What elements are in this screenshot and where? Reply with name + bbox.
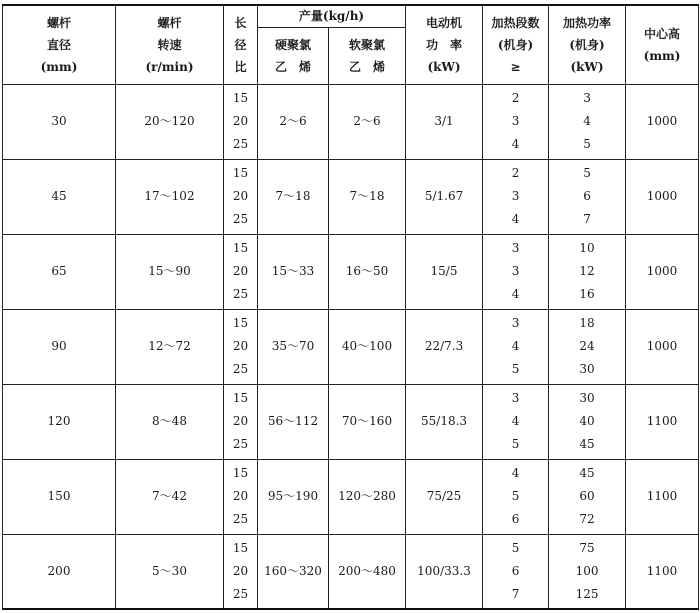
cell-motor-power: 55/18.3 (406, 384, 483, 459)
header-hard-pvc: 硬聚氯 乙 烯 (258, 27, 329, 84)
cell-heating-zones: 2 3 4 (483, 159, 549, 234)
cell-motor-power: 22/7.3 (406, 309, 483, 384)
extruder-spec-table (2, 4, 699, 610)
cell-speed: 12～72 (116, 309, 224, 384)
cell-soft-pvc-output: 120～280 (329, 459, 406, 534)
cell-heating-power: 3 4 5 (549, 84, 626, 159)
cell-ld-ratio: 15 20 25 (224, 159, 258, 234)
cell-center-height: 1000 (626, 309, 699, 384)
cell-heating-zones: 3 4 5 (483, 384, 549, 459)
cell-ld-ratio: 15 20 25 (224, 234, 258, 309)
cell-heating-zones: 4 5 6 (483, 459, 549, 534)
cell-hard-pvc-output: 160～320 (258, 534, 329, 609)
cell-diameter: 90 (3, 309, 116, 384)
cell-center-height: 1100 (626, 459, 699, 534)
cell-soft-pvc-output: 2～6 (329, 84, 406, 159)
cell-diameter: 200 (3, 534, 116, 609)
cell-motor-power: 100/33.3 (406, 534, 483, 609)
table-body (3, 84, 699, 609)
cell-speed: 20～120 (116, 84, 224, 159)
table-row (3, 534, 699, 609)
cell-center-height: 1000 (626, 234, 699, 309)
cell-speed: 7～42 (116, 459, 224, 534)
cell-diameter: 45 (3, 159, 116, 234)
table-row (3, 234, 699, 309)
cell-soft-pvc-output: 7～18 (329, 159, 406, 234)
table-row (3, 459, 699, 534)
header-diameter: 螺杆 直径 (mm) (3, 5, 116, 84)
cell-diameter: 65 (3, 234, 116, 309)
header-center-height: 中心高 (mm) (626, 5, 699, 84)
cell-motor-power: 5/1.67 (406, 159, 483, 234)
cell-ld-ratio: 15 20 25 (224, 384, 258, 459)
header-speed: 螺杆 转速 (r/min) (116, 5, 224, 84)
cell-diameter: 30 (3, 84, 116, 159)
cell-hard-pvc-output: 7～18 (258, 159, 329, 234)
cell-heating-zones: 5 6 7 (483, 534, 549, 609)
cell-heating-power: 30 40 45 (549, 384, 626, 459)
cell-diameter: 120 (3, 384, 116, 459)
cell-heating-power: 18 24 30 (549, 309, 626, 384)
table-row (3, 159, 699, 234)
cell-motor-power: 75/25 (406, 459, 483, 534)
header-output: 产量(kg/h) (258, 5, 406, 27)
table-row (3, 309, 699, 384)
cell-hard-pvc-output: 15～33 (258, 234, 329, 309)
cell-heating-power: 75 100 125 (549, 534, 626, 609)
cell-speed: 15～90 (116, 234, 224, 309)
cell-center-height: 1000 (626, 159, 699, 234)
cell-center-height: 1000 (626, 84, 699, 159)
header-motor-power: 电动机 功 率 (kW) (406, 5, 483, 84)
cell-speed: 8～48 (116, 384, 224, 459)
cell-hard-pvc-output: 2～6 (258, 84, 329, 159)
header-heating-zones: 加热段数 (机身) ≥ (483, 5, 549, 84)
cell-motor-power: 3/1 (406, 84, 483, 159)
cell-soft-pvc-output: 16～50 (329, 234, 406, 309)
cell-soft-pvc-output: 200～480 (329, 534, 406, 609)
cell-center-height: 1100 (626, 384, 699, 459)
cell-ld-ratio: 15 20 25 (224, 534, 258, 609)
table-row (3, 384, 699, 459)
cell-heating-power: 10 12 16 (549, 234, 626, 309)
cell-soft-pvc-output: 40～100 (329, 309, 406, 384)
cell-center-height: 1100 (626, 534, 699, 609)
cell-heating-zones: 3 3 4 (483, 234, 549, 309)
table-row (3, 84, 699, 159)
cell-heating-zones: 3 4 5 (483, 309, 549, 384)
cell-heating-zones: 2 3 4 (483, 84, 549, 159)
cell-heating-power: 5 6 7 (549, 159, 626, 234)
cell-diameter: 150 (3, 459, 116, 534)
cell-heating-power: 45 60 72 (549, 459, 626, 534)
header-ld-ratio: 长 径 比 (224, 5, 258, 84)
cell-hard-pvc-output: 56～112 (258, 384, 329, 459)
cell-hard-pvc-output: 35～70 (258, 309, 329, 384)
cell-soft-pvc-output: 70～160 (329, 384, 406, 459)
cell-speed: 17～102 (116, 159, 224, 234)
cell-hard-pvc-output: 95～190 (258, 459, 329, 534)
header-heating-power: 加热功率 (机身) (kW) (549, 5, 626, 84)
cell-ld-ratio: 15 20 25 (224, 309, 258, 384)
header-soft-pvc: 软聚氯 乙 烯 (329, 27, 406, 84)
cell-speed: 5～30 (116, 534, 224, 609)
cell-ld-ratio: 15 20 25 (224, 84, 258, 159)
cell-motor-power: 15/5 (406, 234, 483, 309)
cell-ld-ratio: 15 20 25 (224, 459, 258, 534)
